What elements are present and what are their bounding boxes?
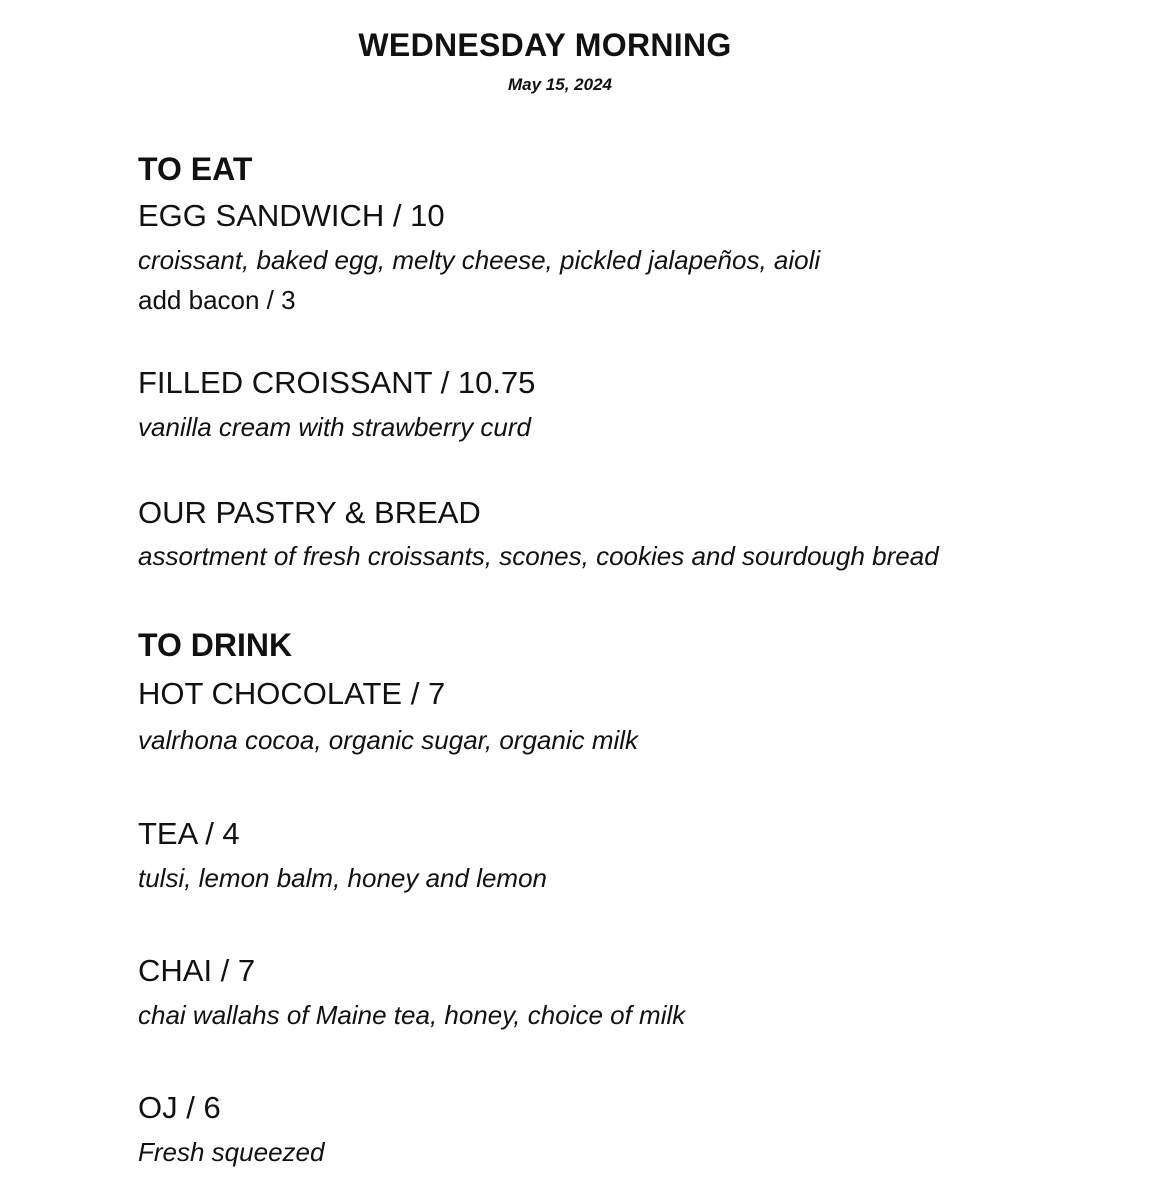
section-heading-to-drink: TO DRINK — [138, 627, 293, 663]
menu-item-oj: OJ / 6 — [138, 1090, 221, 1125]
menu-item-egg-sandwich-description: croissant, baked egg, melty cheese, pickled jalapeños, aioli — [138, 245, 821, 275]
menu-date-text: May 15, 2024 — [508, 75, 612, 94]
menu-item-chai-description: chai wallahs of Maine tea, honey, choice of milk — [138, 1000, 686, 1030]
menu-title: WEDNESDAY MORNING — [358, 27, 732, 63]
menu-date — [0, 75, 1170, 95]
menu-item-hot-chocolate-description: valrhona cocoa, organic sugar, organic milk — [138, 725, 639, 755]
menu-item-tea: TEA / 4 — [138, 816, 240, 851]
menu-item-egg-sandwich-addon: add bacon / 3 — [138, 285, 296, 315]
menu-item-oj-description: Fresh squeezed — [138, 1137, 325, 1167]
menu-item-tea-description: tulsi, lemon balm, honey and lemon — [138, 863, 548, 893]
menu-item-pastry-bread-description: assortment of fresh croissants, scones, cookies and sourdough bread — [138, 541, 939, 571]
menu-item-chai: CHAI / 7 — [138, 953, 256, 988]
menu-item-hot-chocolate: HOT CHOCOLATE / 7 — [138, 676, 446, 711]
section-heading-to-eat: TO EAT — [138, 151, 253, 187]
menu-item-filled-croissant-description: vanilla cream with strawberry curd — [138, 412, 532, 442]
menu-item-egg-sandwich: EGG SANDWICH / 10 — [138, 198, 445, 233]
menu-item-filled-croissant: FILLED CROISSANT / 10.75 — [138, 365, 536, 400]
menu-item-pastry-bread: OUR PASTRY & BREAD — [138, 495, 481, 530]
